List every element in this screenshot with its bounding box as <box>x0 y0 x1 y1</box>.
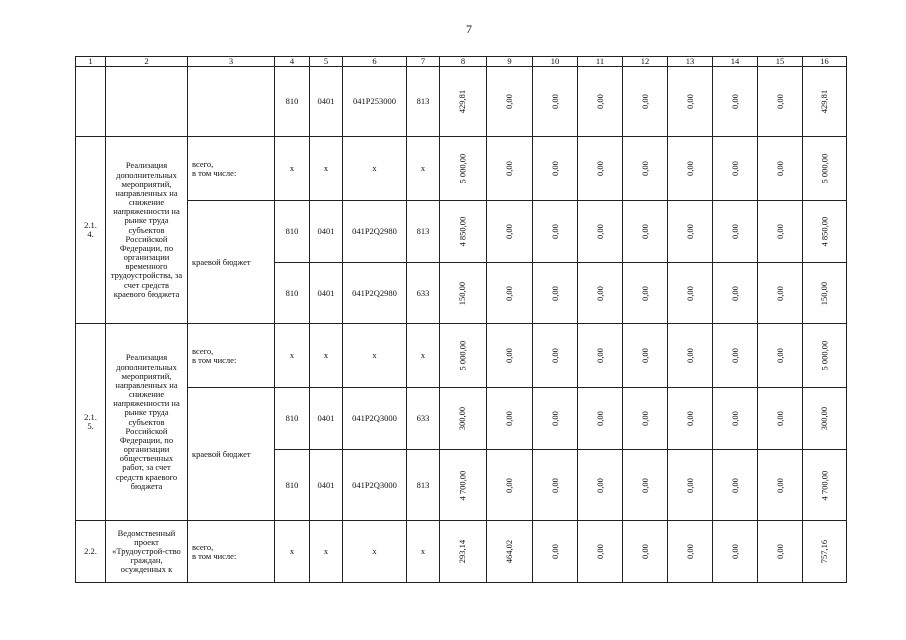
amount-cell-text: 0,00 <box>774 285 785 301</box>
amount-cell <box>803 137 847 201</box>
amount-cell <box>713 67 758 137</box>
code-cell: 813 <box>407 201 440 263</box>
amount-cell <box>440 137 487 201</box>
amount-cell <box>803 201 847 263</box>
code-cell: 0401 <box>310 388 343 450</box>
amount-cell-text: 0,00 <box>684 348 695 364</box>
amount-cell-text: 0,00 <box>684 411 695 427</box>
amount-cell <box>668 201 713 263</box>
amount-cell <box>487 201 533 263</box>
amount-cell-text: 0,00 <box>594 224 605 240</box>
amount-cell-text: 0,00 <box>729 285 740 301</box>
amount-cell-text: 5 000,00 <box>457 153 468 184</box>
amount-cell-text: 0,00 <box>503 224 514 240</box>
amount-cell-text: 0,00 <box>684 477 695 493</box>
amount-cell <box>668 137 713 201</box>
code-cell: 0401 <box>310 67 343 137</box>
code-cell: 810 <box>275 450 310 521</box>
code-cell: 041P2Q2980 <box>343 201 407 263</box>
amount-cell <box>713 201 758 263</box>
row-number-cell <box>76 67 106 137</box>
code-cell: 041P2Q3000 <box>343 450 407 521</box>
code-cell: 633 <box>407 388 440 450</box>
amount-cell <box>578 137 623 201</box>
amount-cell-text: 4 850,00 <box>457 216 468 247</box>
header-col-5: 5 <box>310 57 343 67</box>
amount-cell-text: 4 850,00 <box>818 216 829 247</box>
amount-cell <box>487 263 533 324</box>
amount-cell <box>803 388 847 450</box>
amount-cell <box>578 263 623 324</box>
amount-cell <box>668 324 713 388</box>
amount-cell-text: 0,00 <box>549 477 560 493</box>
amount-cell-text: 0,00 <box>774 477 785 493</box>
amount-cell-text: 4 700,00 <box>818 470 829 501</box>
amount-cell-text: 0,00 <box>639 94 650 110</box>
header-col-12: 12 <box>623 57 668 67</box>
amount-cell-text: 0,00 <box>639 411 650 427</box>
code-cell: 041P253000 <box>343 67 407 137</box>
amount-cell-text: 0,00 <box>639 161 650 177</box>
code-cell: x <box>407 324 440 388</box>
amount-cell-text: 0,00 <box>549 285 560 301</box>
amount-cell <box>487 67 533 137</box>
amount-cell <box>533 201 578 263</box>
row-name-cell <box>106 67 188 137</box>
code-cell: x <box>310 324 343 388</box>
item-name: Ведомственный проект «Трудоустрой-ство граждан, осужденных к <box>106 521 188 583</box>
amount-cell <box>668 67 713 137</box>
header-col-11: 11 <box>578 57 623 67</box>
code-cell: x <box>407 137 440 201</box>
amount-cell <box>668 521 713 583</box>
amount-cell-text: 150,00 <box>457 281 468 305</box>
code-cell: 0401 <box>310 263 343 324</box>
amount-cell-text: 5 000,00 <box>457 340 468 371</box>
amount-cell <box>533 521 578 583</box>
header-col-1: 1 <box>76 57 106 67</box>
budget-source-label: краевой бюджет <box>188 388 275 521</box>
amount-cell-text: 4 700,00 <box>457 470 468 501</box>
amount-cell <box>578 521 623 583</box>
amount-cell <box>713 137 758 201</box>
amount-cell-text: 0,00 <box>774 161 785 177</box>
amount-cell <box>533 67 578 137</box>
header-col-6: 6 <box>343 57 407 67</box>
amount-cell <box>533 137 578 201</box>
header-col-13: 13 <box>668 57 713 67</box>
amount-cell-text: 0,00 <box>639 544 650 560</box>
code-cell: x <box>343 137 407 201</box>
header-col-3: 3 <box>188 57 275 67</box>
amount-cell <box>713 324 758 388</box>
header-col-7: 7 <box>407 57 440 67</box>
item-number: 2.1. 5. <box>76 324 106 521</box>
amount-cell-text: 293,14 <box>457 539 468 564</box>
amount-cell-text: 0,00 <box>729 348 740 364</box>
amount-cell-text: 0,00 <box>639 224 650 240</box>
amount-cell-text: 0,00 <box>729 544 740 560</box>
code-cell: 810 <box>275 201 310 263</box>
amount-cell <box>758 201 803 263</box>
amount-cell <box>713 521 758 583</box>
amount-cell <box>758 137 803 201</box>
total-label: всего, в том числе: <box>188 137 275 201</box>
amount-cell <box>487 521 533 583</box>
amount-cell-text: 0,00 <box>503 411 514 427</box>
budget-table <box>75 56 847 583</box>
amount-cell-text: 0,00 <box>774 348 785 364</box>
amount-cell-text: 300,00 <box>818 406 829 431</box>
amount-cell <box>440 450 487 521</box>
amount-cell-text: 757,16 <box>818 539 829 564</box>
header-row <box>76 57 847 67</box>
amount-cell-text: 0,00 <box>684 94 695 110</box>
code-cell: 041P2Q2980 <box>343 263 407 324</box>
amount-cell <box>803 521 847 583</box>
header-col-2: 2 <box>106 57 188 67</box>
code-cell: 813 <box>407 450 440 521</box>
amount-cell-text: 0,00 <box>594 477 605 493</box>
amount-cell <box>578 388 623 450</box>
amount-cell <box>623 450 668 521</box>
amount-cell <box>668 388 713 450</box>
amount-cell-text: 0,00 <box>549 411 560 427</box>
table-row <box>76 521 847 583</box>
page-number: 7 <box>466 22 472 36</box>
amount-cell <box>758 67 803 137</box>
total-label: всего, в том числе: <box>188 324 275 388</box>
amount-cell <box>533 324 578 388</box>
code-cell: x <box>275 137 310 201</box>
amount-cell-text: 464,02 <box>503 539 514 564</box>
amount-cell-text: 0,00 <box>594 285 605 301</box>
code-cell: x <box>343 324 407 388</box>
header-col-14: 14 <box>713 57 758 67</box>
amount-cell-text: 0,00 <box>729 161 740 177</box>
amount-cell <box>713 450 758 521</box>
item-number: 2.1. 4. <box>76 137 106 324</box>
amount-cell-text: 0,00 <box>594 161 605 177</box>
amount-cell-text: 0,00 <box>729 411 740 427</box>
amount-cell <box>533 263 578 324</box>
amount-cell <box>623 201 668 263</box>
amount-cell-text: 0,00 <box>774 94 785 110</box>
amount-cell-text: 150,00 <box>818 281 829 305</box>
table-row <box>76 201 847 263</box>
amount-cell <box>758 450 803 521</box>
amount-cell-text: 0,00 <box>503 94 514 110</box>
amount-cell <box>440 388 487 450</box>
amount-cell-text: 0,00 <box>639 348 650 364</box>
amount-cell <box>623 324 668 388</box>
amount-cell-text: 0,00 <box>729 477 740 493</box>
amount-cell <box>758 521 803 583</box>
code-cell: x <box>343 521 407 583</box>
amount-cell <box>713 388 758 450</box>
table-row <box>76 67 847 137</box>
amount-cell-text: 0,00 <box>684 285 695 301</box>
amount-cell-text: 0,00 <box>594 94 605 110</box>
row-source-cell <box>188 67 275 137</box>
table-row <box>76 137 847 201</box>
header-col-9: 9 <box>487 57 533 67</box>
code-cell: x <box>407 521 440 583</box>
amount-cell <box>803 263 847 324</box>
amount-cell-text: 0,00 <box>503 285 514 301</box>
amount-cell-text: 0,00 <box>549 544 560 560</box>
amount-cell-text: 0,00 <box>549 94 560 110</box>
amount-cell <box>440 324 487 388</box>
code-cell: 810 <box>275 263 310 324</box>
amount-cell <box>758 324 803 388</box>
amount-cell-text: 0,00 <box>684 224 695 240</box>
amount-cell <box>758 263 803 324</box>
item-name: Реализация дополнительных мероприятий, направленных на снижение напряженности на рынке труда субъектов Российской Федерации, по организации общественных работ, за счет средств краевого бюджета <box>106 324 188 521</box>
amount-cell-text: 0,00 <box>639 285 650 301</box>
amount-cell-text: 429,81 <box>457 89 468 114</box>
amount-cell <box>623 521 668 583</box>
amount-cell-text: 0,00 <box>684 544 695 560</box>
amount-cell-text: 429,81 <box>818 89 829 114</box>
amount-cell <box>623 263 668 324</box>
header-col-10: 10 <box>533 57 578 67</box>
amount-cell-text: 0,00 <box>503 477 514 493</box>
amount-cell-text: 5 000,00 <box>818 153 829 184</box>
code-cell: x <box>310 521 343 583</box>
amount-cell-text: 5 000,00 <box>818 340 829 371</box>
amount-cell <box>623 137 668 201</box>
amount-cell <box>758 388 803 450</box>
table-row <box>76 388 847 450</box>
amount-cell <box>578 201 623 263</box>
code-cell: x <box>275 521 310 583</box>
amount-cell <box>440 67 487 137</box>
amount-cell <box>623 67 668 137</box>
amount-cell <box>668 263 713 324</box>
amount-cell <box>440 263 487 324</box>
item-number: 2.2. <box>76 521 106 583</box>
amount-cell <box>668 450 713 521</box>
amount-cell <box>578 67 623 137</box>
amount-cell-text: 0,00 <box>774 224 785 240</box>
amount-cell <box>533 450 578 521</box>
amount-cell-text: 0,00 <box>549 348 560 364</box>
amount-cell <box>440 521 487 583</box>
code-cell: 0401 <box>310 450 343 521</box>
amount-cell-text: 0,00 <box>639 477 650 493</box>
amount-cell <box>440 201 487 263</box>
budget-source-label: краевой бюджет <box>188 201 275 324</box>
amount-cell <box>533 388 578 450</box>
amount-cell <box>803 450 847 521</box>
table-row <box>76 324 847 388</box>
amount-cell <box>487 450 533 521</box>
code-cell: 810 <box>275 388 310 450</box>
item-name: Реализация дополнительных мероприятий, направленных на снижение напряженности на рынке труда субъектов Российской Федерации, по организации временного трудоустройства, за счет средств краевого бюджета <box>106 137 188 324</box>
amount-cell-text: 0,00 <box>549 161 560 177</box>
header-col-4: 4 <box>275 57 310 67</box>
amount-cell <box>487 388 533 450</box>
amount-cell <box>803 67 847 137</box>
amount-cell-text: 0,00 <box>729 224 740 240</box>
amount-cell-text: 0,00 <box>503 161 514 177</box>
amount-cell-text: 0,00 <box>774 411 785 427</box>
header-col-15: 15 <box>758 57 803 67</box>
code-cell: x <box>310 137 343 201</box>
amount-cell <box>713 263 758 324</box>
code-cell: 810 <box>275 67 310 137</box>
code-cell: x <box>275 324 310 388</box>
amount-cell-text: 0,00 <box>774 544 785 560</box>
code-cell: 813 <box>407 67 440 137</box>
amount-cell-text: 0,00 <box>684 161 695 177</box>
header-col-16: 16 <box>803 57 847 67</box>
code-cell: 0401 <box>310 201 343 263</box>
amount-cell <box>487 137 533 201</box>
amount-cell <box>803 324 847 388</box>
total-label: всего, в том числе: <box>188 521 275 583</box>
amount-cell <box>578 324 623 388</box>
amount-cell-text: 0,00 <box>729 94 740 110</box>
amount-cell-text: 0,00 <box>594 544 605 560</box>
amount-cell-text: 0,00 <box>503 348 514 364</box>
amount-cell <box>578 450 623 521</box>
amount-cell-text: 0,00 <box>549 224 560 240</box>
amount-cell-text: 0,00 <box>594 348 605 364</box>
amount-cell <box>487 324 533 388</box>
header-col-8: 8 <box>440 57 487 67</box>
code-cell: 041P2Q3000 <box>343 388 407 450</box>
amount-cell <box>623 388 668 450</box>
amount-cell-text: 0,00 <box>594 411 605 427</box>
amount-cell-text: 300,00 <box>457 406 468 431</box>
code-cell: 633 <box>407 263 440 324</box>
